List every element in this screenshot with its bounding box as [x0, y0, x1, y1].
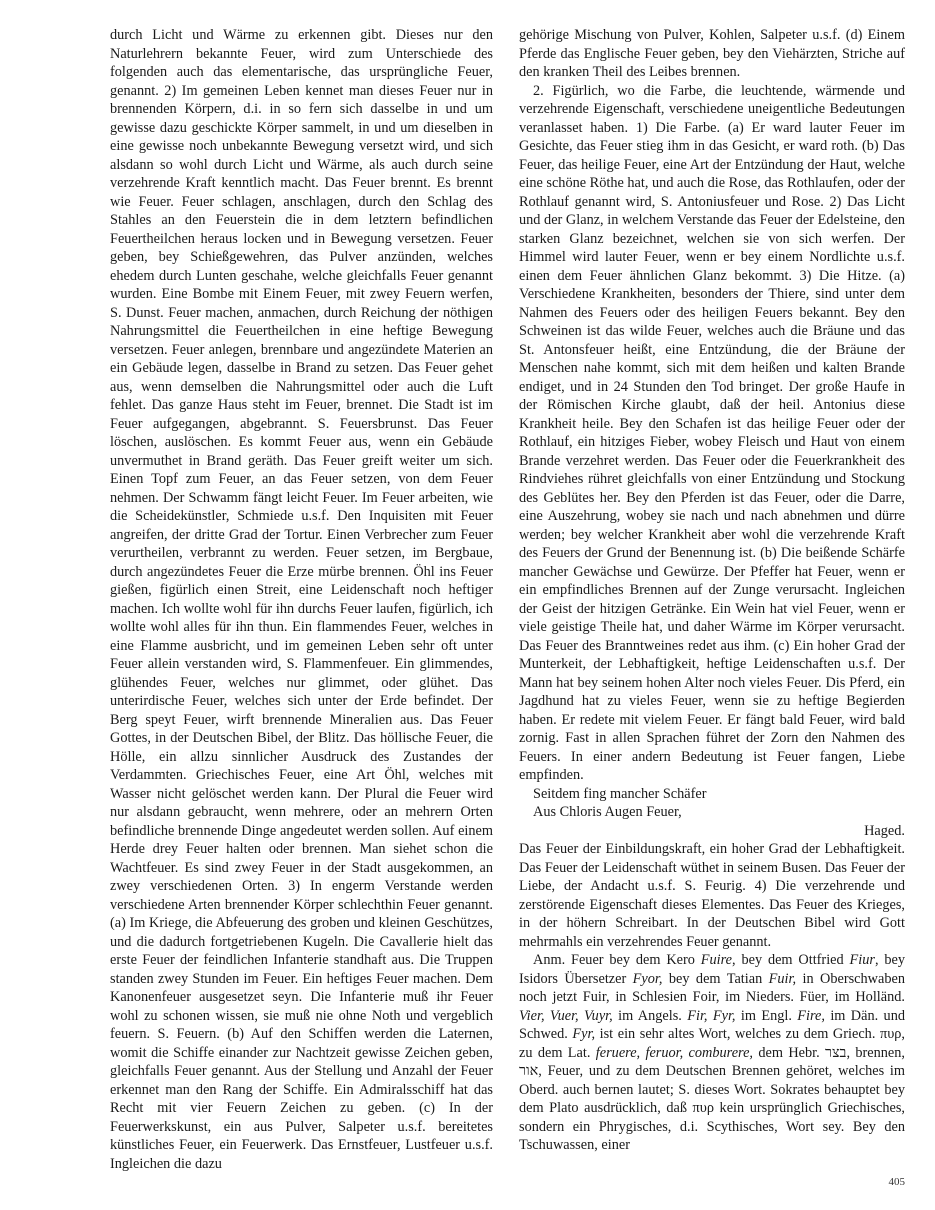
anm-italic-f: Fyor, [632, 970, 663, 987]
verse-attribution: Haged. [864, 822, 905, 839]
anm-italic-n: Fire, [797, 1007, 825, 1024]
anm-italic-h: Fuir, [768, 970, 797, 987]
right-paragraph-2: 2. Figürlich, wo die Farbe, die leuchtende, wärmende und verzehrende Eigenschaft, verschiedene uneigentliche Bedeutungen veranlasset haben. 1) Die Farbe. (a) Er ward lauter Feuer im Gesichte, das Feuer stieg ihm in das Gesicht, er ward roth. (b) Das Feuer, das heilige Feuer, eine Art der Entzündung der Haut, welche eine schöne Röthe hat, und auch die Rose, das Rothlaufen, oder der Rothlauf genannt wird, S. Antoniusfeuer und Rose. 2) Das Licht und der Glanz, in welchem Verstande das Feuer der Edelsteine, den starken Glanz bezeichnet, welchen sie von sich werfen. Der Himmel wird lauter Feuer, wenn er bey einem Nordlichte u.s.f. einen dem Feuer ähnlichen Glanz bekommt. 3) Die Hitze. (a) Verschiedene Krankheiten, besonders der Thiere, sind unter dem Nahmen des Feuers oder des heiligen Feuers bekannt. Bey den Schweinen ist das wilde Feuer, welches auch die Bräune und das St. Antonsfeuer heißt, eine Entzündung, die der Bräune der Menschen nahe kommt, sich mit dem heißen und kalten Brande endiget, und in 24 Stunden den Tod bringet. Der große Haufe in der Römischen Kirche glaubt, daß der heil. Antonius diese Krankheit heile. Bey den Schafen ist das heilige Feuer oder der Rothlauf, ein hitziges Fieber, wobey Fleisch und Haut von einem Brande verzehret werden. Das Feuer oder die Feuerkrankheit des Rindviehes rühret gleichfalls von einer Entzündung und Stockung des Geblütes her. Bey den Pferden ist das Feuer, oder die Darre, eine Auszehrung, wobey sie nach und nach abnehmen und dürre werden; bey welcher Krankheit aber wohl die verzehrende Kraft des Feuers der Grund der Benennung ist. (b) Die beißende Schärfe mancher Gewächse und Gewürze. Der Pfeffer hat Feuer, wenn er ein empfindliches Brennen auf der Zunge verursacht. Ingleichen der Geist der hitzigen Getränke. Ein Wein hat viel Feuer, wenn er viele geistige Theile hat, und daher Wärme im Körper verursacht. Das Feuer des Branntweines redet aus ihm. (c) Ein hoher Grad der Munterkeit, der Lebhaftigkeit, heftige Leidenschaften u.s.f. Der Mann hat bey seinem hohen Alter noch vieles Feuer. Dis Pferd, ein Jagdhund hat zu vieles Feuer, wenn sie zu heftige Begierden haben. Er redete mit vielem Feuer. Er fängt bald Feuer, wird bald zornig. Fast in allen Sprachen führet der Zorn den Nahmen des Feuers. In einer andern Bedeutung ist Feuer fangen, Liebe empfinden. [519, 82, 905, 783]
anm-italic-l: Fir, Fyr, [687, 1007, 736, 1024]
page-number: 405 [888, 1176, 905, 1188]
anm-text-g: bey dem Tatian [662, 970, 769, 987]
right-paragraph-3: Das Feuer der Einbildungskraft, ein hoher Grad der Lebhaftigkeit. Das Feuer der Leidenschaft wüthet in seinem Busen. Das Feuer der Liebe, der Andacht u.s.f. S. Feurig. 4) Die verzehrende und zerstörende Eigenschaft dieses Elementes. Das Feuer des Krieges, in der höhern Schreibart. In der Deutschen Bibel wird Gott mehrmahls ein verzehrendes Feuer genannt. [519, 841, 905, 950]
anm-text-i: in Oberschwaben noch jetzt Fuir, in Schlesien Foir, im Nieders. Füer, im Holländ. [519, 970, 905, 1005]
anm-text-m: im Engl. [735, 1007, 798, 1024]
anm-text-o: im Dän. und Schwed. [519, 1007, 905, 1042]
verse-line-1: Seitdem fing mancher Schäfer [533, 785, 707, 802]
anm-text-a: Anm. Feuer bey dem Kero [533, 952, 701, 968]
anm-text-e: , bey Isidors Übersetzer [519, 952, 906, 987]
annotation-paragraph [519, 951, 905, 1155]
anm-italic-r: feruere, feruor, comburere, [595, 1044, 754, 1061]
left-column-text: durch Licht und Wärme zu erkennen gibt. Dieses nur den Naturlehrern bekannte Feuer, wird zum Unterschiede des folgenden auch das elementarische, das ursprüngliche Feuer, genannt. 2) Im gemeinen Leben kennet man dieses Feuer nur in brennenden Körpern, d.i. in so fern sich dasselbe in und um gewisse dazu geschickte Körper sammelt, in und um dieselben in eine gewisse noch unbekannte Bewegung versetzt wird, und sich alsdann so wohl durch Licht und Wärme, als auch durch seine verzehrende Kraft kenntlich macht. Das Feuer brennt. Es brennt wie Feuer. Feuer schlagen, anschlagen, durch den Schlag des Stahles an den Feuerstein die in dem letztern befindlichen Feuertheilchen heraus locken und in Bewegung versetzen. Feuer geben, bey Schießgewehren, das Pulver anzünden, welches ehedem durch Lunten geschahe, welche gleichfalls Feuer genannt wurden. Eine Bombe mit Einem Feuer, mit zwey Feuern werfen, S. Dunst. Feuer machen, anmachen, durch Reichung der nöthigen Nahrungsmittel die Feuertheilchen in eine heftige Bewegung versetzen. Feuer anlegen, brennbare und angezündete Materien an ein Gebäude legen, dasselbe in Brand zu setzen. Das Feuer gehet aus, wenn demselben die Nahrungsmittel oder auch die Luft fehlet. Das ganze Haus steht im Feuer, brennet. Die Stadt ist im Feuer aufgegangen, abgebrannt. S. Feuersbrunst. Das Feuer löschen, auslöschen. Es kommt Feuer aus, wenn ein Gebäude unvermuthet in Brand geräth. Das Feuer greift weiter um sich. Einen Topf zum Feuer, an das Feuer setzen, von dem Feuer nehmen. Der Schwamm fängt leicht Feuer. Im Feuer arbeiten, wie die Scheidekünstler, Schmiede u.s.f. Den Inquisiten mit Feuer angreifen, der dritte Grad der Tortur. Einen Verbrecher zum Feuer verurtheilen, verbrannt zu werden. Feuer setzen, im Bergbaue, durch angezündetes Feuer die Erze mürbe brennen. Öhl ins Feuer gießen, figürlich einen Streit, eine Leidenschaft noch heftiger machen. Ich wollte wohl für ihn durchs Feuer laufen, figürlich, ich wollte wohl alles für ihn thun. Ein flammendes Feuer, welches in eine Flamme ausbricht, und im gemeinen Leben sehr oft unter Feuer allein verstanden wird, S. Flammenfeuer. Ein glimmendes, glühendes Feuer, welches nur glimmet, oder glühet. Das unterirdische Feuer, welches sich unter der Erde befindet. Der Berg speyt Feuer, wirft brennende Mineralien aus. Das Feuer Gottes, in der Deutschen Bibel, der Blitz. Das höllische Feuer, die Hölle, ein allzu sinnlicher Ausdruck des Zustandes der Verdammten. Griechisches Feuer, eine Art Öhl, welches mit Wasser nicht gelöschet werden kann. Der Plural die Feuer wird nur alsdann gebraucht, wenn mehrere, oder an mehrern Orten befindliche brennende Dinge angedeutet werden sollen. Auf einem Herde drey Feuer halten oder brennen. Man siehet schon die Wachtfeuer. Es sind zwey Feuer in der Stadt ausgekommen, an zwey verschiedenen Orten. 3) In engerm Verstande werden verschiedene Arten brennender Körper schlechthin Feuer genannt. (a) Im Kriege, die Abfeuerung des groben und kleinen Geschützes, und die dadurch fortgetriebenen Kugeln. Die Cavallerie hielt das erste Feuer der feindlichen Infanterie standhaft aus. Die Truppen standen zwey Stunden im Feuer. Ein heftiges Feuer machen. Dem Kanonenfeuer ausgesetzet seyn. Die Infanterie muß ihr Feuer wohl zu schonen wissen, sie muß nie ohne Noth und vergeblich feuern. S. Feuern. (b) Auf den Schiffen werden die Laternen, womit die Schiffe einander zur Nachtzeit gewisse Zeichen geben, gleichfalls Feuer genannt. Aus der Stellung und Anzahl der Feuer erkennet man den Rang der Schiffe. Ein Admiralsschiff hat das Recht mit vier Feuern Zeichen zu geben. (c) In der Feuerwerkskunst, ein aus Pulver, Salpeter u.s.f. bereitetes künstliches Feuer, ein Feuerwerk. Das Ernstfeuer, Lustfeuer u.s.f. Ingleichen die dazu [110, 27, 493, 1172]
left-column [110, 26, 493, 1173]
verse-line-2: Aus Chloris Augen Feuer, [533, 804, 682, 820]
anm-italic-p: Fyr, [572, 1026, 596, 1042]
right-column [519, 26, 905, 1155]
anm-text-k: im Angels. [612, 1007, 688, 1024]
anm-text-c: , bey dem Ottfried [732, 952, 850, 968]
anm-italic-b: Fuire [700, 952, 733, 968]
anm-italic-j: Vier, Vuer, Vuyr, [519, 1007, 613, 1024]
anm-text-q: ist ein sehr altes Wort, welches zu dem Griech. πυρ, zu dem Lat. [519, 1026, 905, 1061]
anm-italic-d: Fiur [849, 952, 875, 968]
anm-text-s: dem Hebr. בצר, brennen, אור, Feuer, und zu dem Deutschen Brennen gehöret, welches im Oberd. auch bernen lautet; S. dieses Wort. Sokrates behauptet bey dem Plato ausdrücklich, daß πυρ kein ursprünglich Griechisches, sondern ein Phrygisches, d.i. Scythisches, Wort sey. Bey den Tschuwassen, einer [519, 1044, 905, 1153]
right-paragraph-1: gehörige Mischung von Pulver, Kohlen, Salpeter u.s.f. (d) Einem Pferde das Englische Feuer geben, bey den Viehärzten, Striche auf den kranken Theil des Leibes brennen. [519, 27, 905, 80]
